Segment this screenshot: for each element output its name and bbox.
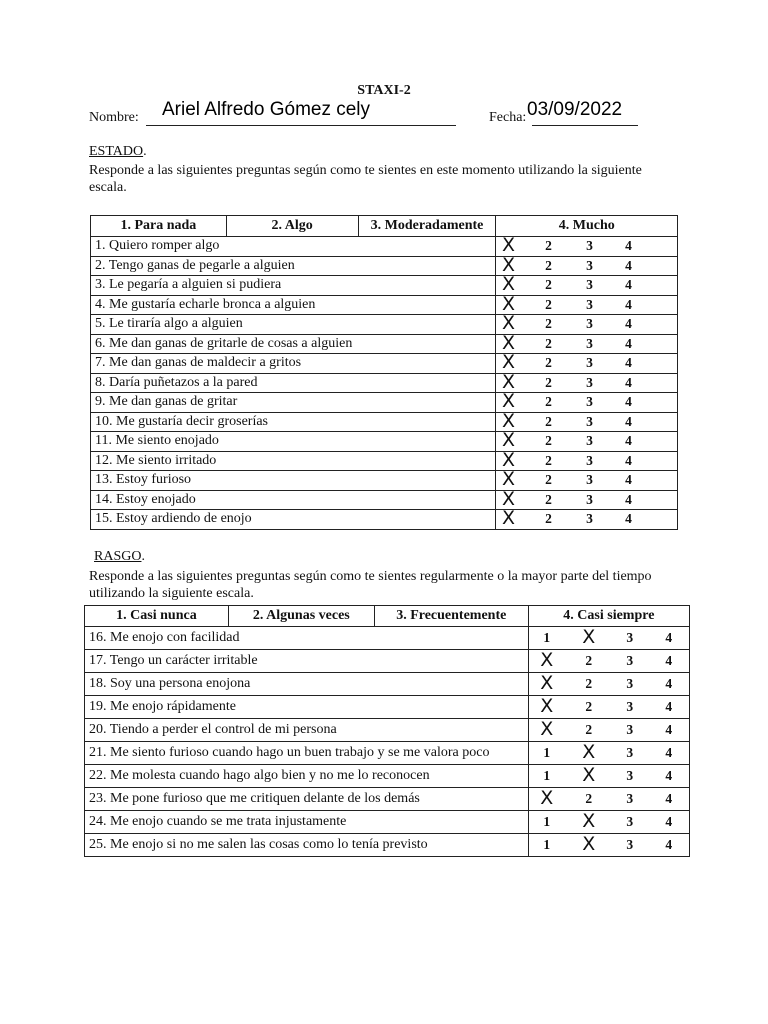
- answer-mark[interactable]: X: [501, 253, 515, 276]
- question-row: [85, 742, 690, 765]
- option-3[interactable]: 3: [586, 511, 593, 527]
- answer-options: [496, 390, 678, 413]
- question-text: 4. Me gustaría echarle bronca a alguien: [91, 295, 496, 315]
- answer-options: [496, 234, 678, 257]
- option-3[interactable]: 3: [586, 335, 593, 351]
- nombre-value[interactable]: Ariel Alfredo Gómez cely: [162, 99, 371, 120]
- answer-mark[interactable]: X: [501, 312, 515, 335]
- option-4[interactable]: 4: [625, 277, 632, 293]
- answer-options: [496, 370, 678, 393]
- option-2[interactable]: 2: [545, 316, 552, 332]
- option-3[interactable]: 3: [586, 374, 593, 390]
- nombre-underline: [146, 125, 456, 126]
- option-4[interactable]: 4: [625, 452, 632, 468]
- question-row: [91, 373, 678, 393]
- form-title: STAXI-2: [357, 83, 411, 98]
- question-text: 15. Estoy ardiendo de enojo: [91, 510, 496, 530]
- option-4[interactable]: 4: [665, 837, 673, 852]
- option-4[interactable]: 4: [665, 676, 673, 691]
- option-2[interactable]: 2: [545, 491, 552, 507]
- question-row: [91, 510, 678, 530]
- option-3[interactable]: 3: [586, 355, 593, 371]
- question-row: [85, 696, 690, 719]
- question-text: 6. Me dan ganas de gritarle de cosas a alguien: [91, 334, 496, 354]
- answer-mark[interactable]: X: [501, 351, 515, 374]
- option-1[interactable]: 1: [543, 630, 551, 645]
- option-4[interactable]: 4: [625, 413, 632, 429]
- option-4[interactable]: 4: [665, 653, 673, 668]
- question-row: [91, 334, 678, 354]
- question-row: [91, 315, 678, 335]
- option-2[interactable]: 2: [545, 472, 552, 488]
- option-2[interactable]: 2: [585, 653, 593, 668]
- option-4[interactable]: 4: [625, 433, 632, 449]
- answer-mark[interactable]: X: [501, 390, 515, 413]
- answer-mark[interactable]: X: [501, 507, 515, 530]
- answer-options: [528, 765, 689, 788]
- option-2[interactable]: 2: [545, 511, 552, 527]
- fecha-label: Fecha:: [489, 110, 527, 125]
- answer-mark[interactable]: X: [582, 833, 596, 856]
- option-4[interactable]: 4: [625, 394, 632, 410]
- option-4[interactable]: 4: [625, 257, 632, 273]
- option-2[interactable]: 2: [585, 791, 593, 806]
- estado-instructions: Responde a las siguientes preguntas según como te sientes en este momento utilizando la siguiente escala.: [89, 163, 642, 195]
- question-text: 1. Quiero romper algo: [91, 237, 496, 257]
- option-4[interactable]: 4: [625, 355, 632, 371]
- question-text: 21. Me siento furioso cuando hago un buen trabajo y se me valora poco: [85, 742, 529, 765]
- answer-options: [528, 696, 689, 719]
- option-2[interactable]: 2: [545, 238, 552, 254]
- answer-options: [496, 312, 678, 335]
- option-3[interactable]: 3: [586, 394, 593, 410]
- question-text: 8. Daría puñetazos a la pared: [91, 373, 496, 393]
- answer-mark[interactable]: X: [501, 468, 515, 491]
- option-3[interactable]: 3: [626, 768, 634, 783]
- answer-mark[interactable]: X: [501, 331, 515, 354]
- option-2[interactable]: 2: [545, 374, 552, 390]
- question-text: 5. Le tiraría algo a alguien: [91, 315, 496, 335]
- option-2[interactable]: 2: [585, 722, 593, 737]
- option-4[interactable]: 4: [665, 699, 673, 714]
- option-4[interactable]: 4: [625, 374, 632, 390]
- option-2[interactable]: 2: [545, 433, 552, 449]
- answer-mark[interactable]: X: [501, 448, 515, 471]
- answer-options: [528, 834, 689, 857]
- answer-mark[interactable]: X: [582, 810, 596, 833]
- scale-option: 4. Mucho: [496, 216, 678, 237]
- option-2[interactable]: 2: [585, 676, 593, 691]
- option-3[interactable]: 3: [626, 814, 634, 829]
- estado-table: [90, 215, 678, 530]
- question-text: 3. Le pegaría a alguien si pudiera: [91, 276, 496, 296]
- option-3[interactable]: 3: [586, 238, 593, 254]
- scale-option: 2. Algunas veces: [228, 606, 374, 627]
- option-4[interactable]: 4: [665, 791, 673, 806]
- answer-mark[interactable]: X: [501, 429, 515, 452]
- option-3[interactable]: 3: [626, 745, 634, 760]
- option-3[interactable]: 3: [586, 491, 593, 507]
- question-row: [91, 295, 678, 315]
- question-text: 25. Me enojo si no me salen las cosas como lo tenía previsto: [85, 834, 529, 857]
- answer-mark[interactable]: X: [501, 234, 515, 257]
- question-text: 13. Estoy furioso: [91, 471, 496, 491]
- option-2[interactable]: 2: [545, 335, 552, 351]
- answer-options: [496, 448, 678, 471]
- question-row: [85, 627, 690, 650]
- option-3[interactable]: 3: [626, 791, 634, 806]
- fecha-underline: [532, 125, 638, 126]
- option-3[interactable]: 3: [626, 722, 634, 737]
- scale-option: 3. Moderadamente: [358, 216, 496, 237]
- question-row: [85, 834, 690, 857]
- option-4[interactable]: 4: [665, 630, 673, 645]
- answer-options: [496, 487, 678, 510]
- option-3[interactable]: 3: [626, 630, 634, 645]
- answer-mark[interactable]: X: [501, 273, 515, 296]
- question-text: 10. Me gustaría decir groserías: [91, 412, 496, 432]
- option-3[interactable]: 3: [626, 837, 634, 852]
- option-2[interactable]: 2: [545, 394, 552, 410]
- answer-options: [496, 292, 678, 315]
- question-row: [85, 788, 690, 811]
- question-row: [91, 276, 678, 296]
- question-row: [91, 432, 678, 452]
- answer-mark[interactable]: X: [540, 695, 554, 718]
- question-row: [91, 393, 678, 413]
- option-4[interactable]: 4: [665, 745, 673, 760]
- question-row: [91, 237, 678, 257]
- option-3[interactable]: 3: [626, 653, 634, 668]
- question-row: [91, 451, 678, 471]
- question-text: 12. Me siento irritado: [91, 451, 496, 471]
- answer-mark[interactable]: X: [501, 409, 515, 432]
- answer-options: [496, 468, 678, 491]
- answer-options: [528, 627, 689, 650]
- question-row: [91, 354, 678, 374]
- answer-options: [528, 719, 689, 742]
- option-3[interactable]: 3: [626, 676, 634, 691]
- option-4[interactable]: 4: [625, 296, 632, 312]
- estado-heading: ESTADO.: [89, 144, 147, 159]
- option-4[interactable]: 4: [625, 472, 632, 488]
- option-4[interactable]: 4: [625, 335, 632, 351]
- option-3[interactable]: 3: [586, 452, 593, 468]
- question-row: [85, 673, 690, 696]
- question-text: 14. Estoy enojado: [91, 490, 496, 510]
- scale-option: 1. Para nada: [91, 216, 227, 237]
- question-text: 7. Me dan ganas de maldecir a gritos: [91, 354, 496, 374]
- option-3[interactable]: 3: [586, 277, 593, 293]
- answer-mark[interactable]: X: [501, 487, 515, 510]
- rasgo-heading: RASGO.: [94, 549, 145, 564]
- answer-options: [528, 650, 689, 673]
- question-row: [85, 765, 690, 788]
- answer-mark[interactable]: X: [582, 741, 596, 764]
- option-4[interactable]: 4: [665, 814, 673, 829]
- option-3[interactable]: 3: [586, 257, 593, 273]
- answer-mark[interactable]: X: [540, 649, 554, 672]
- option-1[interactable]: 1: [543, 745, 551, 760]
- answer-options: [528, 673, 689, 696]
- option-3[interactable]: 3: [586, 433, 593, 449]
- question-text: 11. Me siento enojado: [91, 432, 496, 452]
- answer-options: [528, 788, 689, 811]
- answer-options: [496, 253, 678, 276]
- option-1[interactable]: 1: [543, 837, 551, 852]
- question-row: [91, 256, 678, 276]
- answer-mark[interactable]: X: [501, 292, 515, 315]
- option-2[interactable]: 2: [585, 699, 593, 714]
- question-text: 17. Tengo un carácter irritable: [85, 650, 529, 673]
- answer-options: [496, 273, 678, 296]
- scale-option: 1. Casi nunca: [85, 606, 229, 627]
- option-4[interactable]: 4: [625, 491, 632, 507]
- rasgo-scale-row: [85, 606, 690, 627]
- option-2[interactable]: 2: [545, 452, 552, 468]
- option-4[interactable]: 4: [625, 511, 632, 527]
- option-2[interactable]: 2: [545, 277, 552, 293]
- nombre-label: Nombre:: [89, 110, 139, 125]
- answer-mark[interactable]: X: [540, 787, 554, 810]
- answer-mark[interactable]: X: [501, 370, 515, 393]
- answer-options: [496, 429, 678, 452]
- option-3[interactable]: 3: [586, 316, 593, 332]
- question-text: 24. Me enojo cuando se me trata injustamente: [85, 811, 529, 834]
- option-2[interactable]: 2: [545, 355, 552, 371]
- question-text: 2. Tengo ganas de pegarle a alguien: [91, 256, 496, 276]
- question-text: 22. Me molesta cuando hago algo bien y no me lo reconocen: [85, 765, 529, 788]
- answer-options: [528, 811, 689, 834]
- answer-options: [528, 742, 689, 765]
- option-1[interactable]: 1: [543, 768, 551, 783]
- option-3[interactable]: 3: [586, 472, 593, 488]
- option-2[interactable]: 2: [545, 257, 552, 273]
- option-2[interactable]: 2: [545, 413, 552, 429]
- question-row: [91, 490, 678, 510]
- question-row: [91, 412, 678, 432]
- option-3[interactable]: 3: [586, 296, 593, 312]
- scale-option: 2. Algo: [226, 216, 358, 237]
- answer-options: [496, 409, 678, 432]
- answer-mark[interactable]: X: [540, 718, 554, 741]
- question-row: [85, 650, 690, 673]
- answer-options: [496, 331, 678, 354]
- rasgo-instructions: Responde a las siguientes preguntas según como te sientes regularmente o la mayor parte del tiempo utilizando la siguiente escala.: [89, 569, 652, 601]
- answer-options: [496, 351, 678, 374]
- question-text: 9. Me dan ganas de gritar: [91, 393, 496, 413]
- option-3[interactable]: 3: [586, 413, 593, 429]
- option-4[interactable]: 4: [665, 768, 673, 783]
- question-text: 19. Me enojo rápidamente: [85, 696, 529, 719]
- estado-scale-row: [91, 216, 678, 237]
- option-4[interactable]: 4: [665, 722, 673, 737]
- option-2[interactable]: 2: [545, 296, 552, 312]
- scale-option: 4. Casi siempre: [528, 606, 689, 627]
- fecha-value[interactable]: 03/09/2022: [527, 99, 623, 120]
- question-text: 18. Soy una persona enojona: [85, 673, 529, 696]
- question-text: 16. Me enojo con facilidad: [85, 627, 529, 650]
- answer-mark[interactable]: X: [582, 764, 596, 787]
- question-text: 23. Me pone furioso que me critiquen delante de los demás: [85, 788, 529, 811]
- answer-options: [496, 507, 678, 530]
- option-4[interactable]: 4: [625, 238, 632, 254]
- question-row: [85, 719, 690, 742]
- answer-mark[interactable]: X: [540, 672, 554, 695]
- option-4[interactable]: 4: [625, 316, 632, 332]
- option-3[interactable]: 3: [626, 699, 634, 714]
- question-text: 20. Tiendo a perder el control de mi persona: [85, 719, 529, 742]
- scale-option: 3. Frecuentemente: [374, 606, 528, 627]
- rasgo-table: [84, 605, 690, 857]
- question-row: [85, 811, 690, 834]
- question-row: [91, 471, 678, 491]
- answer-mark[interactable]: X: [582, 626, 596, 649]
- option-1[interactable]: 1: [543, 814, 551, 829]
